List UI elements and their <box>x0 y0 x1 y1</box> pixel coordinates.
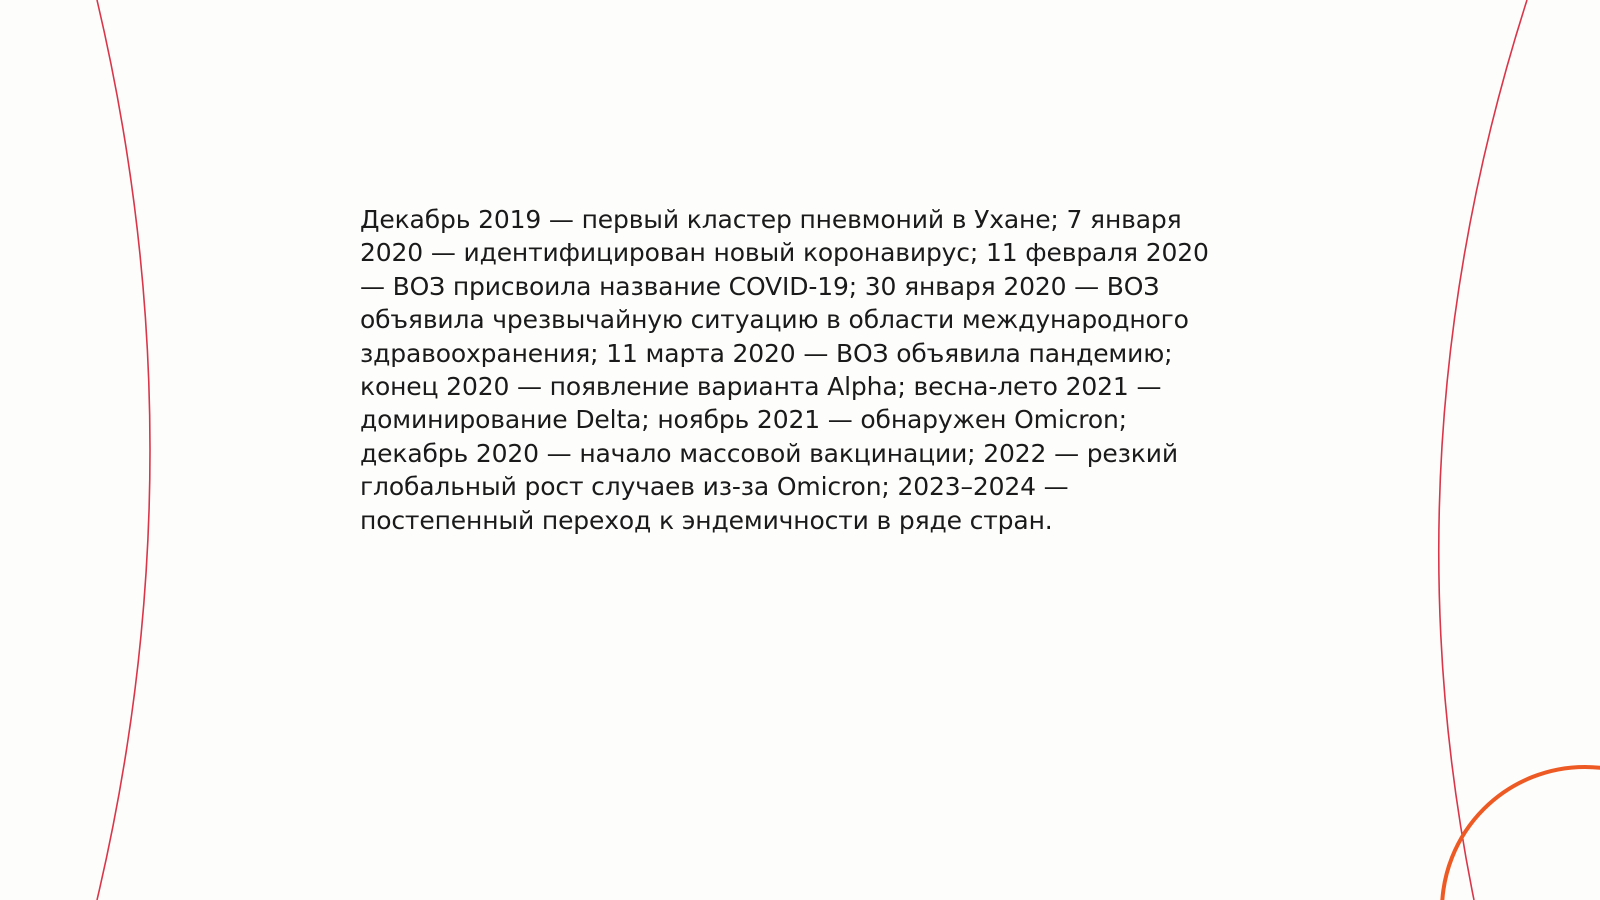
corner-circle <box>1442 767 1600 900</box>
timeline-text: Декабрь 2019 — первый кластер пневмоний в Ухане; 7 января 2020 — идентифицирован новый коронавирус; 11 февраля 2020 — ВОЗ присвоила название COVID-19; 30 января 2020 — ВОЗ объявила чрезвычайную ситуацию в области международного здравоохранения; 11 марта 2020 — ВОЗ объявила пандемию; конец 2020 — появление варианта Alpha; весна-лето 2021 — доминирование Delta; ноябрь 2021 — обнаружен Omicron; декабрь 2020 — начало массовой вакцинации; 2022 — резкий глобальный рост случаев из-за Omicron; 2023–2024 — постепенный переход к эндемичности в ряде стран. <box>360 205 1209 535</box>
right-arc-line <box>1439 0 1527 900</box>
left-arc-line <box>97 0 150 900</box>
